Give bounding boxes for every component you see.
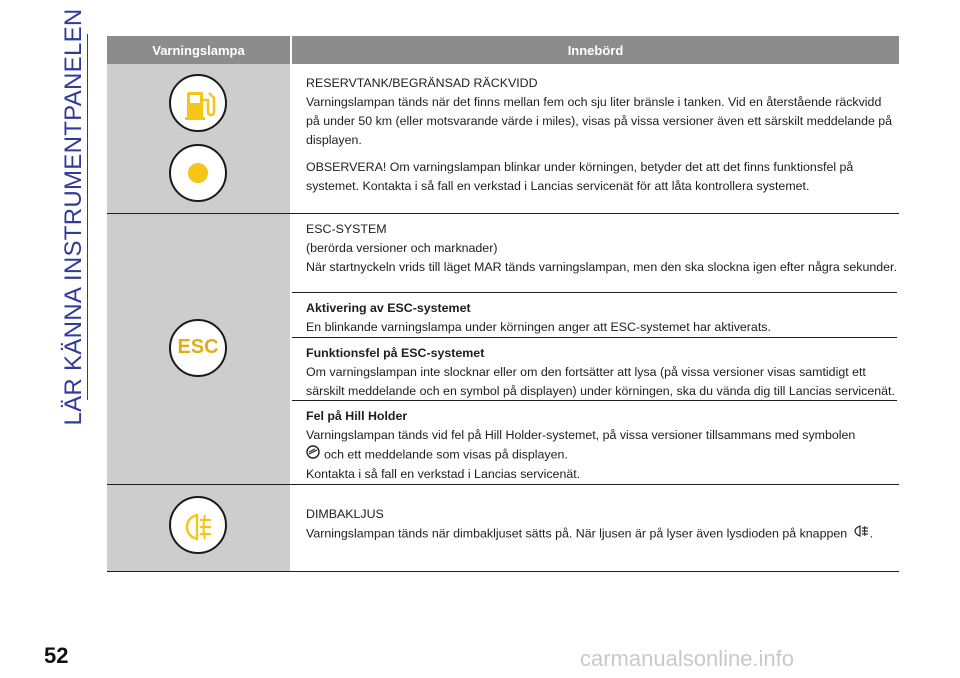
watermark: carmanualsonline.info [580,646,795,671]
fuel-reserve-text: Varningslampan tänds när det finns mellan fem och sju liter bränsle i tanken. Vid en återstående räckvidd på under 50 km (eller motsvarande värde i miles), visas på vissa versioner även ett särskilt meddelande på displayen. [306,95,893,147]
fuel-pump-icon [169,74,227,132]
table-row-fuel-reserve [107,64,899,214]
hill-holder-block [292,401,897,488]
header-meaning: Innebörd [567,42,624,58]
fuel-reserve-note: OBSERVERA! Om varningslampan blinkar under körningen, betyder det att det finns funktionsfel på systemet. Kontakta i så fall en verkstad i Lancias servicenät för att låta kontrollera systemet. [306,160,854,193]
table-row-esc [107,214,899,485]
icon-cell [107,214,292,484]
esc-activation-block [292,293,897,338]
side-divider-line [87,34,88,400]
rear-fog-light-icon [169,496,227,554]
icon-cell [107,64,292,213]
esc-malfunction-text: Om varningslampan inte slocknar eller om den fortsätter att lysa (på vissa versioner visas samtidigt ett särskilt meddelande och en symbol på displayen) under körningen, ska du vända dig till Lancias servicenät. [306,365,895,398]
table-header [107,36,899,64]
rear-fog-text-end: . [869,526,874,541]
hill-holder-contact: Kontakta i så fall en verkstad i Lancias servicenät. [306,467,581,481]
hill-holder-symbol-icon [306,445,320,465]
esc-activation-text: En blinkande varningslampa under körningen anger att ESC-systemet har aktiverats. [306,320,771,334]
fuel-reserve-title: RESERVTANK/BEGRÄNSAD RÄCKVIDD [306,76,538,90]
rear-fog-button-icon [854,524,870,544]
esc-malfunction-heading: Funktionsfel på ESC-systemet [306,346,485,360]
rear-fog-text: Varningslampan tänds när dimbakljuset sätts på. När ljusen är på lyser även lysdioden på knappen [306,526,848,541]
header-warning-lamp: Varningslampa [107,36,292,64]
hill-holder-text-after-icon: och ett meddelande som visas på displayen. [324,447,568,462]
hill-holder-text: Varningslampan tänds vid fel på Hill Holder-systemet, på vissa versioner tillsammans med symbolen [306,428,856,442]
icon-cell [107,485,292,571]
side-section-title: LÄR KÄNNA INSTRUMENTPANELEN [60,8,87,426]
yellow-dot-icon [169,144,227,202]
esc-intro-text: När startnyckeln vrids till läget MAR tänds varningslampan, men den ska slockna igen efter några sekunder. [306,260,897,274]
rear-fog-title: DIMBAKLJUS [306,507,384,521]
esc-malfunction-block [292,338,897,401]
esc-activation-heading: Aktivering av ESC-systemet [306,301,471,315]
esc-subtitle: (berörda versioner och marknader) [306,241,498,255]
table-row-rear-fog [107,485,899,572]
hill-holder-heading: Fel på Hill Holder [306,409,408,423]
esc-warning-icon [169,319,227,377]
esc-icon-label: ESC [177,336,219,358]
warning-lamp-table [107,36,899,572]
esc-intro-block [292,214,897,293]
page-number: 52 [44,643,69,668]
esc-title: ESC-SYSTEM [306,222,387,236]
